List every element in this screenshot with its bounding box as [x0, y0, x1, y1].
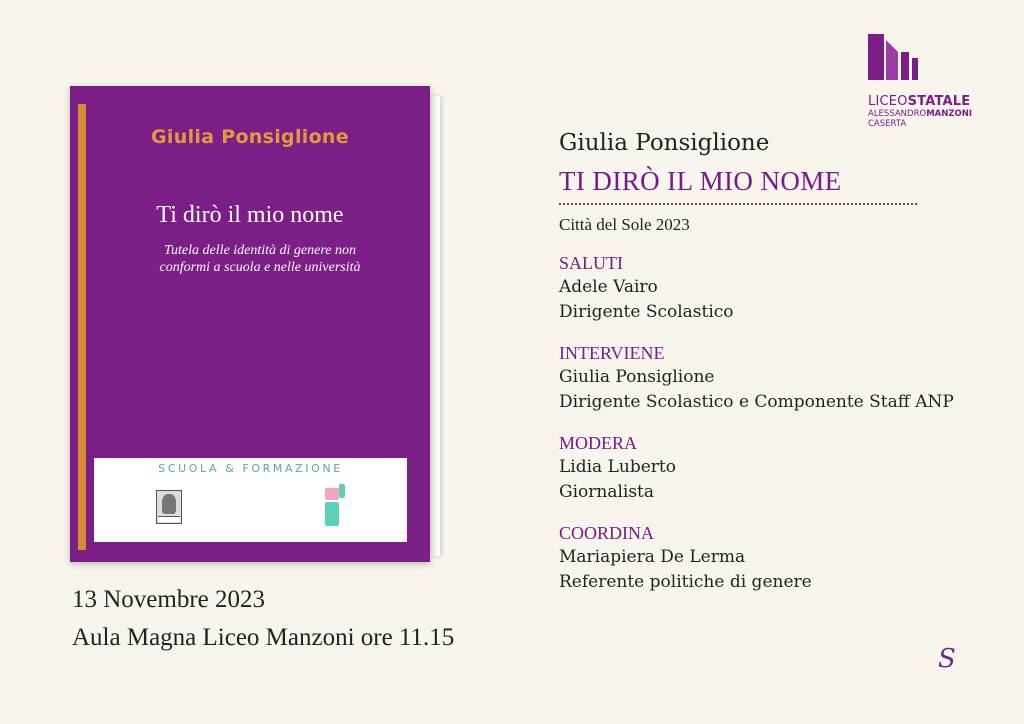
author-name: Giulia Ponsiglione [559, 130, 770, 156]
section-saluti [559, 251, 999, 325]
section-person: Giulia Ponsiglione [559, 367, 715, 387]
book-series-box [94, 458, 407, 542]
section-role: Giornalista [559, 482, 655, 502]
citta-del-sole-logo-icon [156, 490, 182, 524]
book-title: TI DIRÒ IL MIO NOME [559, 166, 842, 196]
section-interviene [559, 341, 999, 415]
event-place: Aula Magna Liceo Manzoni ore 11.15 [72, 624, 455, 651]
book-cover-subtitle: Tutela delle identità di genere non conformi a scuola e nelle università [159, 243, 361, 275]
series-shape-teal-small [339, 484, 345, 498]
book-cover [70, 86, 430, 562]
section-person: Mariapiera De Lerma [559, 547, 746, 567]
section-role: Dirigente Scolastico e Componente Staff ANP [559, 392, 954, 412]
section-role: Dirigente Scolastico [559, 302, 734, 322]
series-shape-teal [325, 502, 339, 526]
section-person: Adele Vairo [559, 277, 658, 297]
section-title: SALUTI [559, 253, 623, 273]
book-series-label: SCUOLA & FORMAZIONE [158, 462, 343, 475]
section-role: Referente politiche di genere [559, 572, 812, 592]
book-cover-author: Giulia Ponsiglione [151, 126, 349, 148]
book-cover-stripe [78, 104, 86, 550]
section-title: INTERVIENE [559, 343, 665, 363]
section-person: Lidia Luberto [559, 457, 676, 477]
event-details [559, 130, 999, 595]
section-coordina [559, 521, 999, 595]
event-date: 13 Novembre 2023 [72, 586, 266, 613]
signature-mark: S [938, 644, 956, 674]
logo-city: CASERTA [868, 119, 907, 129]
section-title: COORDINA [559, 523, 655, 543]
logo-school-type: LICEOSTATALE [868, 94, 971, 109]
logo-school-name: ALESSANDROMANZONI [868, 109, 973, 119]
dotted-divider [559, 203, 917, 205]
publisher: Città del Sole 2023 [559, 215, 690, 234]
book-cover-title: Ti dirò il mio nome [156, 202, 344, 228]
liceo-logo-mark-icon [868, 30, 928, 88]
section-title: MODERA [559, 433, 638, 453]
section-modera [559, 431, 999, 505]
series-shapes-icon [325, 488, 339, 500]
school-logo [868, 30, 998, 129]
